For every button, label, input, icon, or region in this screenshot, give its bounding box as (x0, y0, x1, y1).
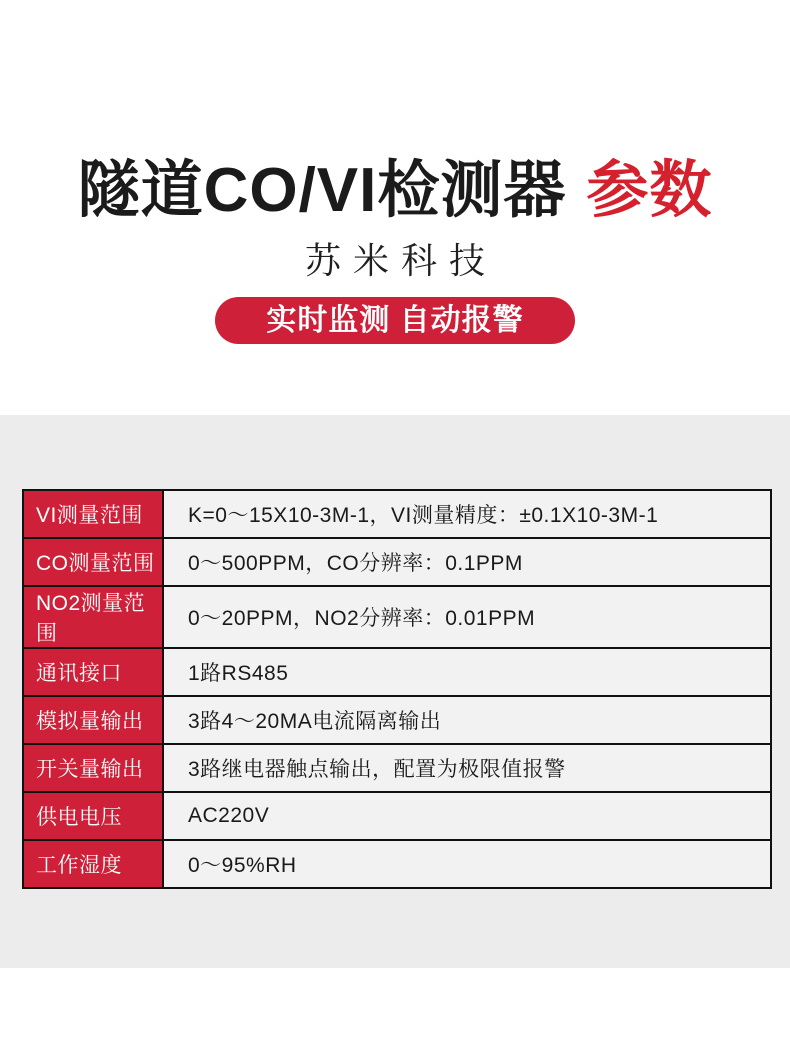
spec-panel (0, 415, 790, 968)
spec-value: K=0～15X10-3M-1，VI测量精度：±0.1X10-3M-1 (163, 490, 771, 538)
spec-label: 工作湿度 (23, 840, 163, 888)
table-row (23, 586, 771, 648)
spec-value: 1路RS485 (163, 648, 771, 696)
spec-value: AC220V (163, 792, 771, 840)
table-row (23, 538, 771, 586)
spec-label: CO测量范围 (23, 538, 163, 586)
spec-label: NO2测量范围 (23, 586, 163, 648)
table-row (23, 696, 771, 744)
table-row (23, 648, 771, 696)
brand-subtitle: 苏米科技 (304, 240, 497, 281)
spec-label: 模拟量输出 (23, 696, 163, 744)
table-row (23, 490, 771, 538)
spec-label: 开关量输出 (23, 744, 163, 792)
spec-value: 3路4～20MA电流隔离输出 (163, 696, 771, 744)
table-row (23, 792, 771, 840)
page-title-accent: 参数 (586, 156, 713, 225)
page-title (0, 158, 790, 224)
spec-table (22, 489, 772, 889)
table-row (23, 840, 771, 888)
spec-label: 通讯接口 (23, 648, 163, 696)
page-title-main: 隧道CO/VI检测器 (77, 156, 567, 225)
spec-value: 3路继电器触点输出，配置为极限值报警 (163, 744, 771, 792)
table-row (23, 744, 771, 792)
feature-banner: 实时监测 自动报警 (215, 297, 575, 344)
spec-label: VI测量范围 (23, 490, 163, 538)
spec-value: 0～500PPM，CO分辨率：0.1PPM (163, 538, 771, 586)
spec-label: 供电电压 (23, 792, 163, 840)
header-section (0, 0, 790, 344)
spec-value: 0～20PPM，NO2分辨率：0.01PPM (163, 586, 771, 648)
spec-value: 0～95%RH (163, 840, 771, 888)
